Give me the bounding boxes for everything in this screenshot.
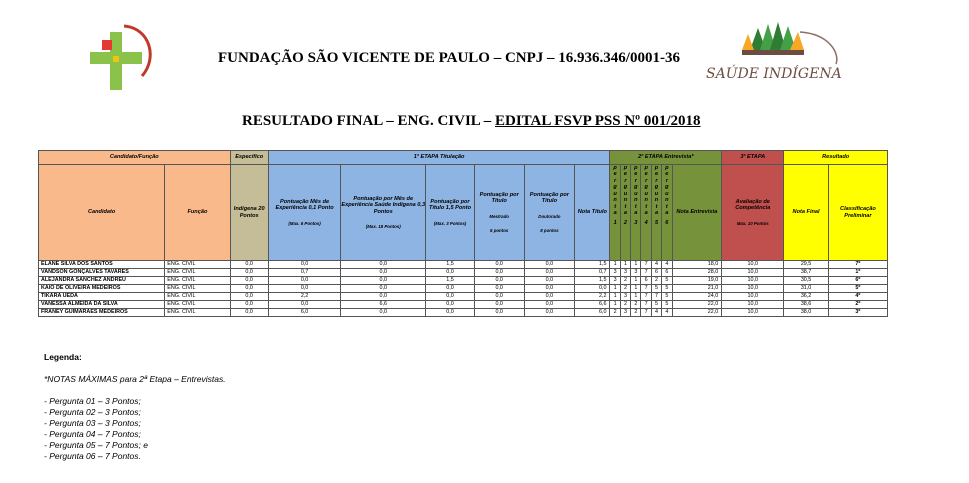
- legend-title: Legenda:: [44, 352, 82, 362]
- group-etapa1: 1ª ETAPA Titulação: [268, 151, 610, 165]
- cell-nota-final: 38,7: [784, 269, 829, 277]
- cell-titulo: 0,0: [426, 309, 475, 317]
- cell-mes-exp: 0,7: [268, 269, 340, 277]
- cell-mes-exp: 0,0: [268, 277, 340, 285]
- cell-funcao: ENG. CIVIL: [165, 269, 230, 277]
- cell-nota-titulo: 0,0: [575, 285, 610, 293]
- cell-mes-exp: 2,2: [268, 293, 340, 301]
- cell-mestrado: 0,0: [474, 285, 524, 293]
- cell-avaliacao: 10,0: [722, 269, 784, 277]
- cell-mes-saude: 0,0: [341, 269, 426, 277]
- group-candidato: Candidato/Função: [39, 151, 231, 165]
- cell-nota-titulo: 2,2: [575, 293, 610, 301]
- cell-p6: 5: [662, 285, 672, 293]
- cell-p2: 3: [620, 309, 630, 317]
- cell-p1: 3: [610, 277, 620, 285]
- col-mestrado: Pontuação por Título Mestrado 5 pontos: [474, 165, 524, 261]
- legend-item: - Pergunta 03 – 3 Pontos;: [44, 418, 141, 428]
- legend: [44, 352, 226, 462]
- col-pergunta-4: p e r g u n t a 4: [641, 165, 651, 261]
- cell-p1: 1: [610, 285, 620, 293]
- cell-nota-entrevista: 19,0: [672, 277, 722, 285]
- fsvp-cross-logo: [80, 18, 160, 98]
- cell-p6: 4: [662, 309, 672, 317]
- table-row: [39, 261, 888, 269]
- table-row: [39, 277, 888, 285]
- cell-nome: TIKARA UEDA: [39, 293, 165, 301]
- legend-item: - Pergunta 02 – 3 Pontos;: [44, 407, 141, 417]
- result-title-edital: EDITAL FSVP PSS Nº 001/2018: [494, 113, 701, 129]
- cell-mes-saude: 6,6: [341, 301, 426, 309]
- cell-classificacao: 7º: [828, 261, 887, 269]
- col-nota-entrevista: Nota Entrevista: [672, 165, 722, 261]
- group-especifico: Específico: [230, 151, 268, 165]
- cell-nome: ALEJANDRA SANCHEZ ANDREU: [39, 277, 165, 285]
- cell-p2: 3: [620, 293, 630, 301]
- cell-mes-exp: 6,0: [268, 309, 340, 317]
- cell-p4: 7: [641, 269, 651, 277]
- cell-p3: 2: [631, 301, 641, 309]
- cell-classificacao: 3º: [828, 309, 887, 317]
- cell-nota-entrevista: 22,0: [672, 309, 722, 317]
- cell-nota-final: 36,2: [784, 293, 829, 301]
- cell-nota-final: 31,0: [784, 285, 829, 293]
- cell-doutorado: 0,0: [524, 261, 575, 269]
- cell-nota-final: 38,6: [784, 301, 829, 309]
- cell-indigena: 0,0: [230, 285, 268, 293]
- cell-titulo: 0,0: [426, 301, 475, 309]
- col-pergunta-2: p e r g u n t a 2: [620, 165, 630, 261]
- cell-p3: 1: [631, 277, 641, 285]
- cell-p4: 7: [641, 309, 651, 317]
- cell-p5: 6: [651, 269, 661, 277]
- cell-p4: 7: [641, 301, 651, 309]
- cell-avaliacao: 10,0: [722, 285, 784, 293]
- cell-nota-final: 30,5: [784, 277, 829, 285]
- cell-nota-entrevista: 28,0: [672, 269, 722, 277]
- cell-doutorado: 0,0: [524, 293, 575, 301]
- cell-mes-exp: 0,0: [268, 301, 340, 309]
- cell-avaliacao: 10,0: [722, 301, 784, 309]
- cell-nota-entrevista: 24,0: [672, 293, 722, 301]
- cell-titulo: 0,0: [426, 285, 475, 293]
- cell-mes-saude: 0,0: [341, 285, 426, 293]
- cell-p2: 3: [620, 269, 630, 277]
- cell-p3: 1: [631, 285, 641, 293]
- col-funcao: Função: [165, 165, 230, 261]
- cell-p6: 6: [662, 269, 672, 277]
- cell-titulo: 1,5: [426, 277, 475, 285]
- col-nota-final: Nota Final: [784, 165, 829, 261]
- cell-p3: 3: [631, 269, 641, 277]
- cell-nota-entrevista: 22,0: [672, 301, 722, 309]
- cell-nota-titulo: 6,0: [575, 309, 610, 317]
- legend-note: *NOTAS MÁXIMAS para 2ª Etapa – Entrevistas.: [44, 374, 226, 384]
- cell-avaliacao: 10,0: [722, 277, 784, 285]
- cell-avaliacao: 10,0: [722, 309, 784, 317]
- cell-funcao: ENG. CIVIL: [165, 301, 230, 309]
- logo-text: SAÚDE INDÍGENA: [706, 66, 842, 82]
- cell-classificacao: 4º: [828, 293, 887, 301]
- cell-indigena: 0,0: [230, 293, 268, 301]
- cell-indigena: 0,0: [230, 277, 268, 285]
- cell-classificacao: 5º: [828, 285, 887, 293]
- cell-mes-exp: 0,0: [268, 285, 340, 293]
- cell-titulo: 0,0: [426, 293, 475, 301]
- cell-classificacao: 2º: [828, 301, 887, 309]
- cell-doutorado: 0,0: [524, 285, 575, 293]
- cell-indigena: 0,0: [230, 309, 268, 317]
- table-row: [39, 301, 888, 309]
- cell-p4: 7: [641, 261, 651, 269]
- col-indigena: Indígena 20 Pontos: [230, 165, 268, 261]
- cell-nome: ELANE SILVA DOS SANTOS: [39, 261, 165, 269]
- result-title-prefix: RESULTADO FINAL – ENG. CIVIL –: [242, 113, 495, 129]
- cell-p5: 4: [651, 309, 661, 317]
- group-etapa3: 3ª ETAPA: [722, 151, 784, 165]
- cell-p5: 5: [651, 285, 661, 293]
- cell-p1: 2: [610, 309, 620, 317]
- cell-mes-saude: 0,0: [341, 293, 426, 301]
- cell-mestrado: 0,0: [474, 309, 524, 317]
- cell-nota-titulo: 0,7: [575, 269, 610, 277]
- cell-p6: 5: [662, 301, 672, 309]
- cell-p3: 1: [631, 261, 641, 269]
- results-table: [38, 150, 888, 317]
- org-title: FUNDAÇÃO SÃO VICENTE DE PAULO – CNPJ – 16.936.346/0001-36: [218, 50, 680, 66]
- cell-mes-saude: 0,0: [341, 261, 426, 269]
- result-title: [242, 113, 701, 130]
- cell-nota-entrevista: 18,0: [672, 261, 722, 269]
- cell-doutorado: 0,0: [524, 277, 575, 285]
- cell-doutorado: 0,0: [524, 309, 575, 317]
- cell-p2: 1: [620, 261, 630, 269]
- col-pergunta-5: p e r g u n t a 5: [651, 165, 661, 261]
- cell-avaliacao: 10,0: [722, 293, 784, 301]
- cell-mestrado: 0,0: [474, 301, 524, 309]
- cell-p1: 1: [610, 261, 620, 269]
- cell-p3: 2: [631, 309, 641, 317]
- group-etapa2: 2ª ETAPA Entrevista*: [610, 151, 722, 165]
- col-pergunta-6: p e r g u n t a 6: [662, 165, 672, 261]
- cell-funcao: ENG. CIVIL: [165, 293, 230, 301]
- cell-mes-exp: 0,0: [268, 261, 340, 269]
- table-row: [39, 285, 888, 293]
- cell-mestrado: 0,0: [474, 293, 524, 301]
- results-rows: [39, 261, 888, 317]
- legend-item: - Pergunta 06 – 7 Pontos.: [44, 451, 141, 461]
- cell-classificacao: 6º: [828, 277, 887, 285]
- col-mes-saude: Pontuação por Mês de Experiência Saúde Indígena 0,3 Pontos (Max. 18 Pontos): [341, 165, 426, 261]
- table-row: [39, 269, 888, 277]
- cell-p2: 2: [620, 277, 630, 285]
- col-nota-titulo: Nota Título: [575, 165, 610, 261]
- cell-p5: 7: [651, 293, 661, 301]
- legend-item: - Pergunta 05 – 7 Pontos; e: [44, 440, 148, 450]
- cell-mestrado: 0,0: [474, 269, 524, 277]
- cell-p4: 7: [641, 285, 651, 293]
- saude-indigena-logo: [700, 14, 860, 94]
- col-avaliacao: Avaliação de Competência Max. 10 Pontos: [722, 165, 784, 261]
- cell-classificacao: 1º: [828, 269, 887, 277]
- cell-mestrado: 0,0: [474, 277, 524, 285]
- cell-nome: KAIO DE OLIVEIRA MEDEIROS: [39, 285, 165, 293]
- cell-funcao: ENG. CIVIL: [165, 285, 230, 293]
- cell-nota-titulo: 1,5: [575, 261, 610, 269]
- cell-nota-titulo: 1,5: [575, 277, 610, 285]
- cell-avaliacao: 10,0: [722, 261, 784, 269]
- cell-funcao: ENG. CIVIL: [165, 277, 230, 285]
- cell-doutorado: 0,0: [524, 301, 575, 309]
- cell-mes-saude: 0,0: [341, 309, 426, 317]
- cell-p2: 2: [620, 301, 630, 309]
- cell-p6: 4: [662, 261, 672, 269]
- cell-p1: 1: [610, 293, 620, 301]
- cell-indigena: 0,0: [230, 261, 268, 269]
- cell-p1: 3: [610, 269, 620, 277]
- legend-item: - Pergunta 04 – 7 Pontos;: [44, 429, 141, 439]
- legend-item: - Pergunta 01 – 3 Pontos;: [44, 396, 141, 406]
- col-titulo: Pontuação por Título 1,5 Ponto (Max. 3 Pontos): [426, 165, 475, 261]
- cell-indigena: 0,0: [230, 269, 268, 277]
- cell-nome: FRANEY GUIMARÃES MEDEIROS: [39, 309, 165, 317]
- cell-p1: 1: [610, 301, 620, 309]
- cell-nota-titulo: 6,6: [575, 301, 610, 309]
- col-classificacao: Classificação Preliminar: [828, 165, 887, 261]
- cell-indigena: 0,0: [230, 301, 268, 309]
- cell-p5: 5: [651, 301, 661, 309]
- cell-titulo: 0,0: [426, 269, 475, 277]
- cell-p4: 7: [641, 293, 651, 301]
- cell-p6: 5: [662, 293, 672, 301]
- col-pergunta-3: p e r g u n t a 3: [631, 165, 641, 261]
- table-row: [39, 309, 888, 317]
- cell-nota-final: 29,5: [784, 261, 829, 269]
- cell-p6: 5: [662, 277, 672, 285]
- cell-nome: VANDSON GONÇALVES TAVARES: [39, 269, 165, 277]
- cell-p3: 1: [631, 293, 641, 301]
- col-pergunta-1: p e r g u n t a 1: [610, 165, 620, 261]
- cell-doutorado: 0,0: [524, 269, 575, 277]
- cell-mestrado: 0,0: [474, 261, 524, 269]
- cell-p4: 6: [641, 277, 651, 285]
- cell-titulo: 1,5: [426, 261, 475, 269]
- cell-funcao: ENG. CIVIL: [165, 309, 230, 317]
- table-row: [39, 293, 888, 301]
- col-mes-exp: Pontuação Mês de Experiência 0,1 Ponto (Max. 6 Pontos): [268, 165, 340, 261]
- cell-nota-final: 38,0: [784, 309, 829, 317]
- cell-nome: VANESSA ALMEIDA DA SILVA: [39, 301, 165, 309]
- cell-p5: 2: [651, 277, 661, 285]
- col-doutorado: Pontuação por Título Doutorado 8 pontos: [524, 165, 575, 261]
- cell-funcao: ENG. CIVIL: [165, 261, 230, 269]
- cell-p2: 2: [620, 285, 630, 293]
- cell-mes-saude: 0,0: [341, 277, 426, 285]
- group-resultado: Resultado: [784, 151, 888, 165]
- cell-nota-entrevista: 21,0: [672, 285, 722, 293]
- cell-p5: 4: [651, 261, 661, 269]
- col-candidato: Candidato: [39, 165, 165, 261]
